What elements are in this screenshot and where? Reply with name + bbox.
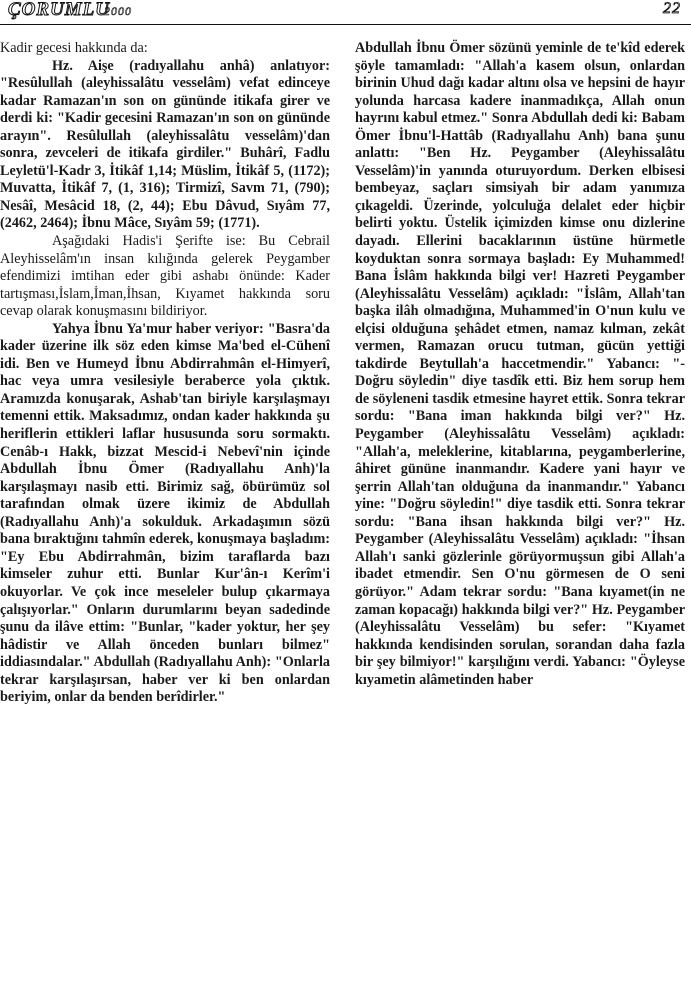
magazine-title: ÇORUMLU xyxy=(8,0,111,20)
paragraph-cebrail-intro: Aşağıdaki Hadis'i Şerifte ise: Bu Cebrail Aleyhisselâm'ın insan kılığında gelerek Peygamber efendimizi imtihan eder gibi ashabı önünde: Kader tartışması,İslam,İman,İhsan, Kıyamet hakkında soru cevap olarak konuşmasını bildiriyor. xyxy=(0,233,330,320)
page-number: 22 xyxy=(663,0,681,17)
paragraph-continuation: Abdullah İbnu Ömer sözünü yeminle de te'kîd ederek şöyle tamamladı: "Allah'a kasem olsun, onlardan birinin Uhud dağı kadar altını olsa ve hepsini de hayır yolunda harcasa kadere inanmadıkça, Allah onun hayrını kabul etmez." Sonra Abdullah dedi ki: Babam Ömer İbnu'l-Hattâb (Radıyallahu Anh) bana şunu anlattı: "Ben Hz. Peygamber (Aleyhissalâtu Vesselâm)'in yanında oturuyordum. Derken elbisesi bembeyaz, saçları simsiyah bir adam yanımıza çıkageldi. Üzerinde, yolculuğa delalet eder hiçbir belirti yoktu. Üstelik içimizden kimse onu dizlerine dayadı. Ellerini bacaklarının üstüne hürmetle koyduktan sonra sormaya başladı: Ey Muhammed! Bana İslâm hakkında bilgi ver! Hazreti Peygamber (Aleyhissalâtu Vesselâm) açıkladı: "İslâm, Allah'tan başka ilâh olmadığına, Muhammed'in O'nun kulu ve elçisi olduğuna şehâdet etmen, namaz kılman, zekât vermen, Ramazan orucu tutman, gücün yettiği takdirde Beytullah'a haccetmendir." Yabancı: "-Doğru söyledin" diye tasdîk etti. Biz hem sorup hem de söyleneni tasdik etmesine hayret ettik. Sonra tekrar sordu: "Bana iman hakkında bilgi ver?" Hz. Peygamber (Aleyhissalâtu Vesselâm) açıkladı: "Allah'a, meleklerine, kitablarına, peygamberlerine, âhiret gününe inanmandır. Kadere yani hayır ve şerrin Allah'tan olduğuna da inanmandır." Yabancı yine: "Doğru söyledin!" diye tasdik etti. Sonra tekrar sordu: "Bana ihsan hakkında bilgi ver?" Hz. Peygamber (Aleyhissalâtu Vesselâm) açıkladı: "İhsan Allah'ı sanki gözlerinle görüyormuşsun gibi Allah'a ibadet etmendir. Sen O'nu görmesen de O seni görüyor." Adam tekrar sordu: "Bana kıyamet(in ne zaman kopacağı) hakkında bilgi ver?" Hz. Peygamber (Aleyhissalâtu Vesselâm) bu sefer: "Kıyamet hakkında kendisinden sorulan, sorandan daha fazla bir şey bilmiyor!" karşılığını verdi. Yabancı: "Öyleyse kıyametin alâmetinden haber xyxy=(355,40,685,688)
header-rule xyxy=(0,24,691,25)
paragraph-intro: Kadir gecesi hakkında da: xyxy=(0,40,148,56)
left-column xyxy=(0,40,330,707)
paragraph-hadith-aise: Hz. Aişe (radıyallahu anhâ) anlatıyor: "Resûlullah (aleyhissalâtu vesselâm) vefat edinceye kadar Ramazan'ın son on gününde itikafa girer ve derdi ki: "Kadir gecesini Ramazan'ın son on gününde arayın". Resûlullah (aleyhissalâtu vesselâm)'dan sonra, zevceleri de itikafa girdiler." Buhârî, Fadlu Leyletü'l-Kadr 3, İtikâf 1,14; Müslim, İtikâf 5, (1172); Muvatta, İtikâf 7, (1, 316); Tirmizî, Savm 71, (790); Nesâî, Mesâcid 18, (2, 44); Ebu Dâvud, Sıyâm 77, (2462, 2464); İbnu Mâce, Sıyâm 59; (1771). xyxy=(0,57,330,232)
right-column xyxy=(355,40,685,689)
paragraph-yahya-narration: Yahya İbnu Ya'mur haber veriyor: "Basra'da kader üzerine ilk söz eden kimse Ma'bed el-Cühenî idi. Ben ve Humeyd İbnu Abdirrahmân el-Himyerî, hac veya umra vesilesiyle beraberce yola çıktık. Aramızda konuşarak, Ashab'tan biriyle karşılaşmayı temenni ettik. Maksadımız, ondan kader hakkında şu heriflerin ettikleri laflar hususunda soru sormaktı. Cenâb-ı Hakk, bizzat Mescid-i Nebevî'nin içinde Abdullah İbnu Ömer (Radıyallahu Anh)'la karşılaşmayı nasib etti. Birimiz sağ, öbürümüz sol tarafından olmak üzere ikimiz de Abdullah (Radıyallahu Anh)'a sokulduk. Arkadaşımın sözü bana bıraktığını tahmîn ederek, konuşmaya başladım: "Ey Ebu Abdirrahmân, bizim taraflarda bazı kimseler zuhur etti. Bunlar Kur'ân-ı Kerîm'i okuyorlar. Ve çok ince meseleler bulup çıkarmaya çalışıyorlar." Onların durumlarını beyan sadedinde şunu da ilâve ettim: "Bunlar, "kader yoktur, her şey hâdistir ve Allah önceden bunları bilmez" iddiasındalar." Abdullah (Radıyallahu Anh): "Onlarla tekrar karşılaşırsan, haber ver ki ben onlardan beriyim, onlar da benden berîdirler." xyxy=(0,320,330,706)
page-header xyxy=(0,0,691,30)
issue-year: 2000 xyxy=(104,4,132,18)
